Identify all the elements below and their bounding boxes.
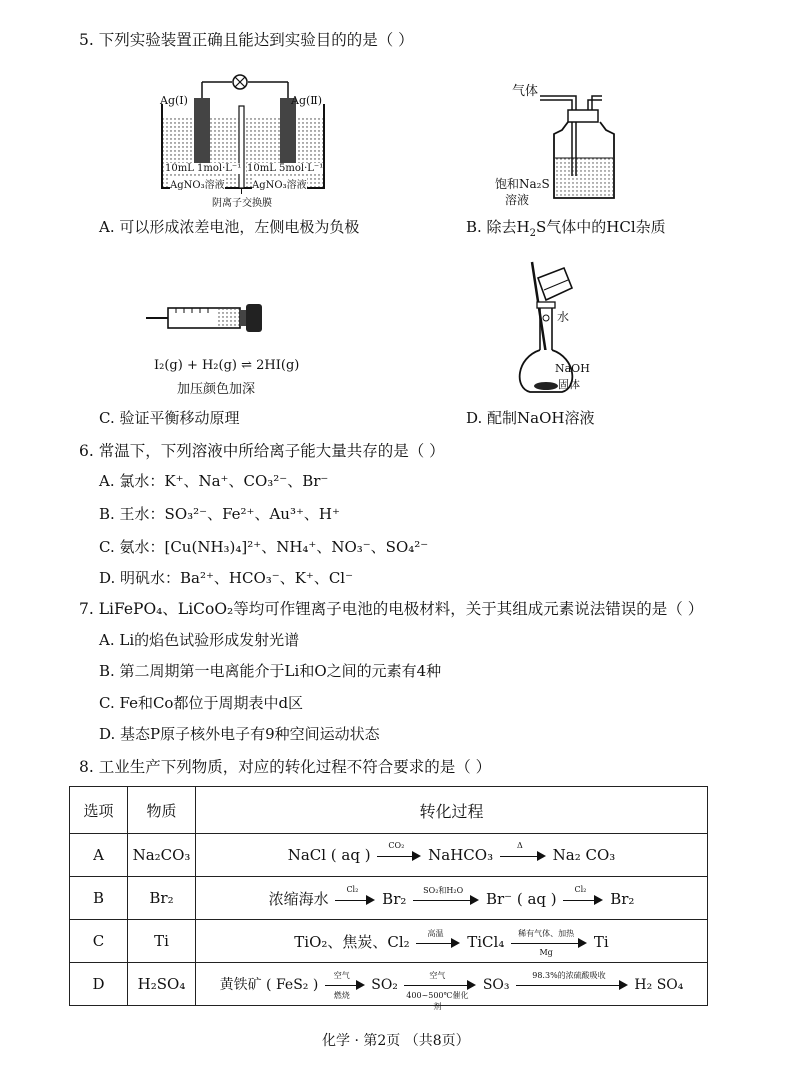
arrow-condition: 空气 (429, 971, 446, 980)
reaction-arrow (563, 884, 603, 907)
substance-cell: H₂SO₄ (128, 963, 196, 1006)
arrow-condition: 空气 (333, 971, 350, 980)
reaction-arrow (511, 928, 587, 957)
fig-d-solid-label-1: NaOH (555, 362, 590, 375)
option-cell: C (70, 920, 128, 963)
fig-a-left-solution-2: AgNO₃溶液 (170, 176, 225, 191)
q7-option-c: C. Fe和Co都位于周期表中d区 (99, 694, 304, 712)
q7-option-b: B. 第二周期第一电离能介于Li和O之间的元素有4种 (99, 662, 442, 680)
option-cell: B (70, 877, 128, 920)
fig-a-left-solution-1: 10mL 1mol·L⁻¹ (165, 163, 242, 174)
q8-table (69, 786, 708, 1011)
substance-cell: Ti (128, 920, 196, 963)
fig-b-liquid-label-1: 饱和Na₂S (495, 177, 550, 191)
fig-d-solid-label-2: 固体 (558, 378, 580, 391)
fig-b-liquid-label-2: 溶液 (505, 193, 530, 207)
figure-b-gas-washing-bottle (540, 86, 630, 206)
q6-option-d: D. 明矾水：Ba²⁺、HCO₃⁻、K⁺、Cl⁻ (99, 569, 354, 587)
q7-option-d: D. 基态P原子核外电子有9种空间运动状态 (99, 725, 380, 743)
process-cell (196, 920, 708, 963)
process-species: Na₂ CO₃ (552, 846, 616, 864)
q6-option-c: C. 氨水：[Cu(NH₃)₄]²⁺、NH₄⁺、NO₃⁻、SO₄²⁻ (99, 538, 429, 556)
figure-c-syringe (146, 300, 266, 336)
arrow-condition-below: 400~500℃催化剂 (406, 991, 469, 1011)
q8-stem: 8. 工业生产下列物质，对应的转化过程不符合要求的是（ ） (79, 758, 492, 776)
figure-d-volumetric-flask (510, 258, 600, 400)
fig-a-right-electrode-label: Ag(Ⅱ) (291, 94, 323, 107)
process-species: Br⁻ ( aq ) (485, 889, 557, 908)
arrow-condition: CO₂ (388, 841, 405, 850)
process-species: SO₃ (482, 977, 510, 993)
arrow-condition: 98.3%的浓硫酸吸收 (532, 971, 606, 980)
table-header-cell: 转化过程 (196, 787, 708, 834)
process-species: TiO₂、焦炭、Cl₂ (294, 932, 410, 951)
reaction-arrow (335, 884, 375, 907)
table-row (70, 877, 708, 920)
q7-option-a: A. Li的焰色试验形成发射光谱 (99, 631, 300, 649)
q6-option-a: A. 氯水：K⁺、Na⁺、CO₃²⁻、Br⁻ (99, 472, 329, 490)
page-footer: 化学 · 第2页 （共8页） (322, 1033, 470, 1049)
fig-a-right-solution-1: 10mL 5mol·L⁻¹ (247, 163, 324, 174)
q7-stem: 7. LiFePO₄、LiCoO₂等均可作锂离子电池的电极材料，关于其组成元素说法错误的是（ ） (79, 600, 704, 618)
fig-c-equation: I₂(g) + H₂(g) ⇌ 2HI(g) (154, 358, 300, 373)
arrow-condition: SO₂和H₂O (423, 885, 464, 895)
process-cell (196, 877, 708, 920)
reaction-arrow (416, 928, 460, 950)
process-cell (196, 834, 708, 877)
substance-cell: Br₂ (128, 877, 196, 920)
process-species: NaCl ( aq ) (287, 846, 371, 864)
fig-a-right-solution-2: AgNO₃溶液 (252, 176, 307, 191)
arrow-condition: Δ (516, 841, 523, 850)
q5-stem: 5. 下列实验装置正确且能达到实验目的的是（ ） (79, 31, 414, 49)
process-species: 浓缩海水 (268, 889, 329, 908)
process-species: NaHCO₃ (428, 846, 494, 864)
table-header-row (70, 787, 708, 834)
fig-a-left-electrode-label: Ag(Ⅰ) (160, 94, 188, 107)
arrow-condition-below: Mg (539, 947, 553, 957)
fig-c-caption: 加压颜色加深 (177, 382, 256, 397)
q5-option-a: A. 可以形成浓差电池，左侧电极为负极 (99, 218, 360, 236)
process-species: Br₂ (382, 889, 407, 908)
arrow-condition: 高温 (427, 928, 444, 938)
table-row (70, 963, 708, 1006)
process-species: TiCl₄ (467, 932, 505, 951)
fig-d-water-label: 水 (557, 310, 570, 324)
table-row (70, 834, 708, 877)
substance-cell: Na₂CO₃ (128, 834, 196, 877)
reaction-arrow (516, 971, 628, 992)
process-species: H₂ SO₄ (634, 977, 684, 993)
process-species: SO₂ (371, 977, 398, 993)
q6-option-b: B. 王水：SO₃²⁻、Fe²⁺、Au³⁺、H⁺ (99, 505, 340, 523)
arrow-condition: Cl₂ (346, 884, 359, 894)
reaction-arrow (413, 885, 479, 907)
arrow-condition: Cl₂ (574, 884, 587, 894)
reaction-arrow (500, 841, 546, 863)
fig-a-membrane-label: 阴离子交换膜 (212, 198, 272, 209)
reaction-arrow (377, 841, 421, 863)
process-species: 黄铁矿 ( FeS₂ ) (219, 977, 319, 993)
q5-option-c: C. 验证平衡移动原理 (99, 409, 240, 427)
table-row (70, 920, 708, 963)
q5-option-b: B. 除去$H_2S$气体中的HCl杂质 (466, 218, 666, 239)
process-cell (196, 963, 708, 1011)
table-header-cell: 物质 (128, 787, 196, 834)
fig-b-gas-label: 气体 (512, 84, 539, 99)
option-cell: A (70, 834, 128, 877)
q6-stem: 6. 常温下，下列溶液中所给离子能大量共存的是（ ） (79, 442, 445, 460)
process-species: Br₂ (610, 889, 635, 908)
q5-option-d: D. 配制NaOH溶液 (466, 409, 595, 427)
reaction-arrow (404, 971, 476, 1011)
option-cell: D (70, 963, 128, 1006)
arrow-condition: 稀有气体、加热 (518, 928, 575, 938)
process-species: Ti (593, 932, 609, 951)
table-header-cell: 选项 (70, 787, 128, 834)
reaction-arrow (325, 971, 365, 1000)
arrow-condition-below: 燃烧 (333, 991, 350, 1000)
